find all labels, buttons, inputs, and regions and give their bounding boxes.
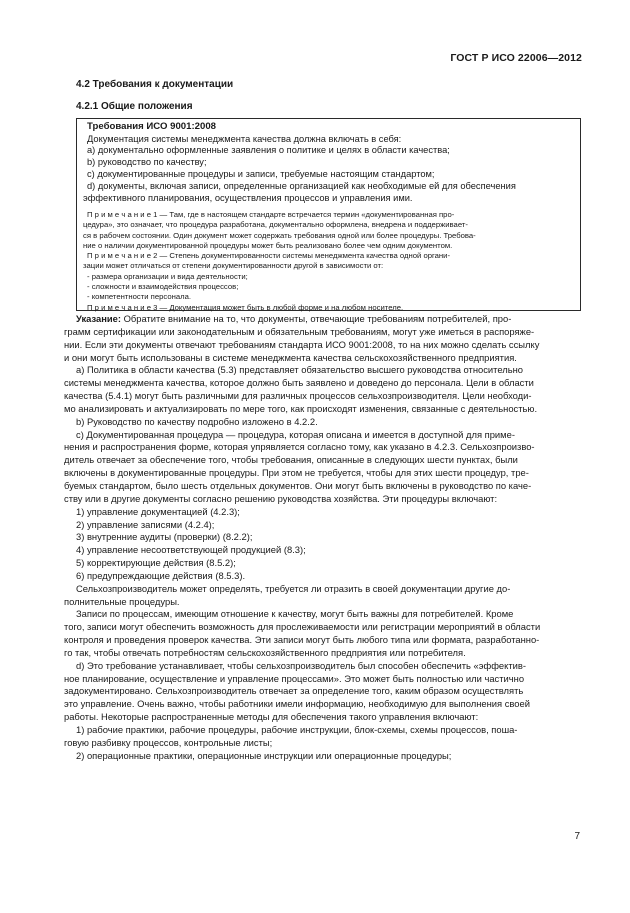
iso-box-line: эффективного планирования, осуществления процессов и управления ими. [83, 193, 413, 204]
body-line: и они могут быть использованы в системе менеджмента качества сельскохозяйственного предприятия. [64, 351, 517, 363]
body-text [64, 313, 584, 763]
body-line: мо анализировать и актуализировать по мере того, как происходят изменения, связанные с деятельностью. [64, 402, 538, 414]
body-line: работы. Некоторые распространенные методы для обеспечения такого управления включают: [64, 711, 479, 723]
guidance-paragraph [64, 313, 584, 326]
iso-box-note: - компетентности персонала. [87, 292, 192, 302]
body-line: d) Это требование устанавливает, чтобы сельхозпроизводитель был способен обеспечить «эффектив- [76, 659, 526, 671]
body-line: включены в документированные процедуры. При этом не требуется, чтобы для этих шести процедур, тре- [64, 467, 529, 479]
body-line: a) Политика в области качества (5.3) представляет обязательство высшего руководства относительно [76, 364, 523, 376]
body-line: буемых стандартом, было шесть отдельных документов. Они могут быть включены в руководство по каче- [64, 479, 532, 491]
body-line: говую разбивку процессов, контрольные листы; [64, 736, 273, 748]
iso-requirements-box [76, 118, 581, 311]
iso-box-note: - сложности и взаимодействия процессов; [87, 282, 239, 292]
section-heading: 4.2 Требования к документации [76, 79, 234, 90]
body-line: это управление. Очень важно, чтобы работники имели информацию, необходимую для выполнения своей [64, 698, 530, 710]
body-line: задокументировано. Сельхозпроизводитель отвечает за определение того, каким образом осуществлять [64, 685, 524, 697]
body-line: го так, чтобы отвечать потребностям сельскохозяйственного предприятия или потребителя. [64, 646, 466, 658]
list-item: 2) управление записями (4.2.4); [76, 518, 215, 530]
iso-box-note: цедура», это означает, что процедура разработана, документально оформлена, внедрена и поддерживает- [83, 220, 468, 230]
list-item: 2) операционные практики, операционные инструкции или операционные процедуры; [76, 749, 452, 761]
iso-box-note: П р и м е ч а н и е 1 — Там, где в настоящем стандарте встречается термин «документированная про- [87, 209, 455, 219]
iso-box-line: Документация системы менеджмента качества должна включать в себя: [87, 133, 402, 144]
body-line: контроля и проведения проверок качества. Эти записи могут быть любого типа или формата, разработанно- [64, 634, 540, 646]
iso-box-line: b) руководство по качеству; [87, 157, 207, 168]
body-line: c) Документированная процедура — процедура, которая описана и имеется в доступной для приме- [76, 428, 515, 440]
body-line: нения и распространения форме, которая упрявляется согласно тому, как указано в 4.2.3. Сельхозпроизво- [64, 441, 535, 453]
body-line: Сельхозпроизводитель может определять, требуется ли отразить в своей документации другие до- [76, 582, 511, 594]
body-line: системы менеджмента качества, которое должно быть заявлено и доведено до персонала. Цели в области [64, 377, 534, 389]
list-item: 3) внутренние аудиты (проверки) (8.2.2); [76, 531, 253, 543]
iso-box-note: П р и м е ч а н и е 3 — Документация может быть в любой форме и на любом носителе. [87, 302, 404, 312]
subsection-heading: 4.2.1 Общие положения [76, 101, 193, 112]
list-item: 6) предупреждающие действия (8.5.3). [76, 569, 246, 581]
body-line: Записи по процессам, имеющим отношение к качеству, могут быть важны для потребителей. Кроме [76, 608, 514, 620]
list-item: 5) корректирующие действия (8.5.2); [76, 557, 236, 569]
iso-box-note: ся в рабочем состоянии. Один документ может содержать требования одной или более процедуры. Требова- [83, 230, 476, 240]
list-item: 4) управление несоответствующей продукцией (8.3); [76, 544, 306, 556]
body-line: полнительные процедуры. [64, 595, 180, 607]
list-item: 1) рабочие практики, рабочие процедуры, рабочие инструкции, блок-схемы, схемы процессов, поша- [76, 724, 518, 735]
page-number: 7 [574, 831, 580, 842]
body-line: грамм сертификации или законодательным и обязательным требованиям, могут уже иметься в распоряже- [64, 325, 535, 337]
iso-box-line: c) документированные процедуры и записи, требуемые настоящим стандартом; [87, 169, 435, 180]
iso-box-line: a) документально оформленные заявления о политике и целях в области качества; [87, 145, 450, 156]
body-line: ное планирование, осуществление и управление процессами». Это может быть полностью или частично [64, 672, 525, 684]
body-line: нии. Если эти документы отвечают требованиям стандарта ИСО 9001:2008, то на них можно сделать ссылку [64, 338, 540, 350]
body-line: b) Руководство по качеству подробно изложено в 4.2.2. [76, 415, 318, 427]
iso-box-title: Требования ИСО 9001:2008 [87, 121, 217, 132]
iso-box-note: ние о наличии документированной процедуры может быть реализовано более чем одним документом. [83, 240, 453, 250]
body-line: ству или в другие документы согласно решению руководства хозяйства. Эти процедуры включают: [64, 492, 498, 504]
guidance-text: Обратите внимание на то, что документы, отвечающие требованиям потребителей, про- [121, 313, 512, 324]
iso-box-note: - размера организации и вида деятельности; [87, 271, 248, 281]
iso-box-line: d) документы, включая записи, определенные организацией как необходимые ей для обеспечения [87, 181, 516, 192]
body-line: дитель отвечает за обеспечение того, чтобы требования, описанные в следующих шести пунктах, были [64, 454, 518, 466]
body-line: того, записи могут обеспечить возможность для прослеживаемости или регистрации мероприятий в области [64, 621, 541, 633]
list-item: 1) управление документацией (4.2.3); [76, 505, 240, 517]
standard-header: ГОСТ Р ИСО 22006—2012 [450, 52, 582, 64]
body-line: качества (5.4.1) могут быть различными для различных процессов сельхозпроизводителя. Цели необходи- [64, 390, 532, 402]
iso-box-note: П р и м е ч а н и е 2 — Степень документированности системы менеджмента качества одной органи- [87, 251, 451, 261]
guidance-label: Указание: [76, 313, 122, 324]
iso-box-note: зации может отличаться от степени документированности другой в зависимости от: [83, 261, 384, 271]
